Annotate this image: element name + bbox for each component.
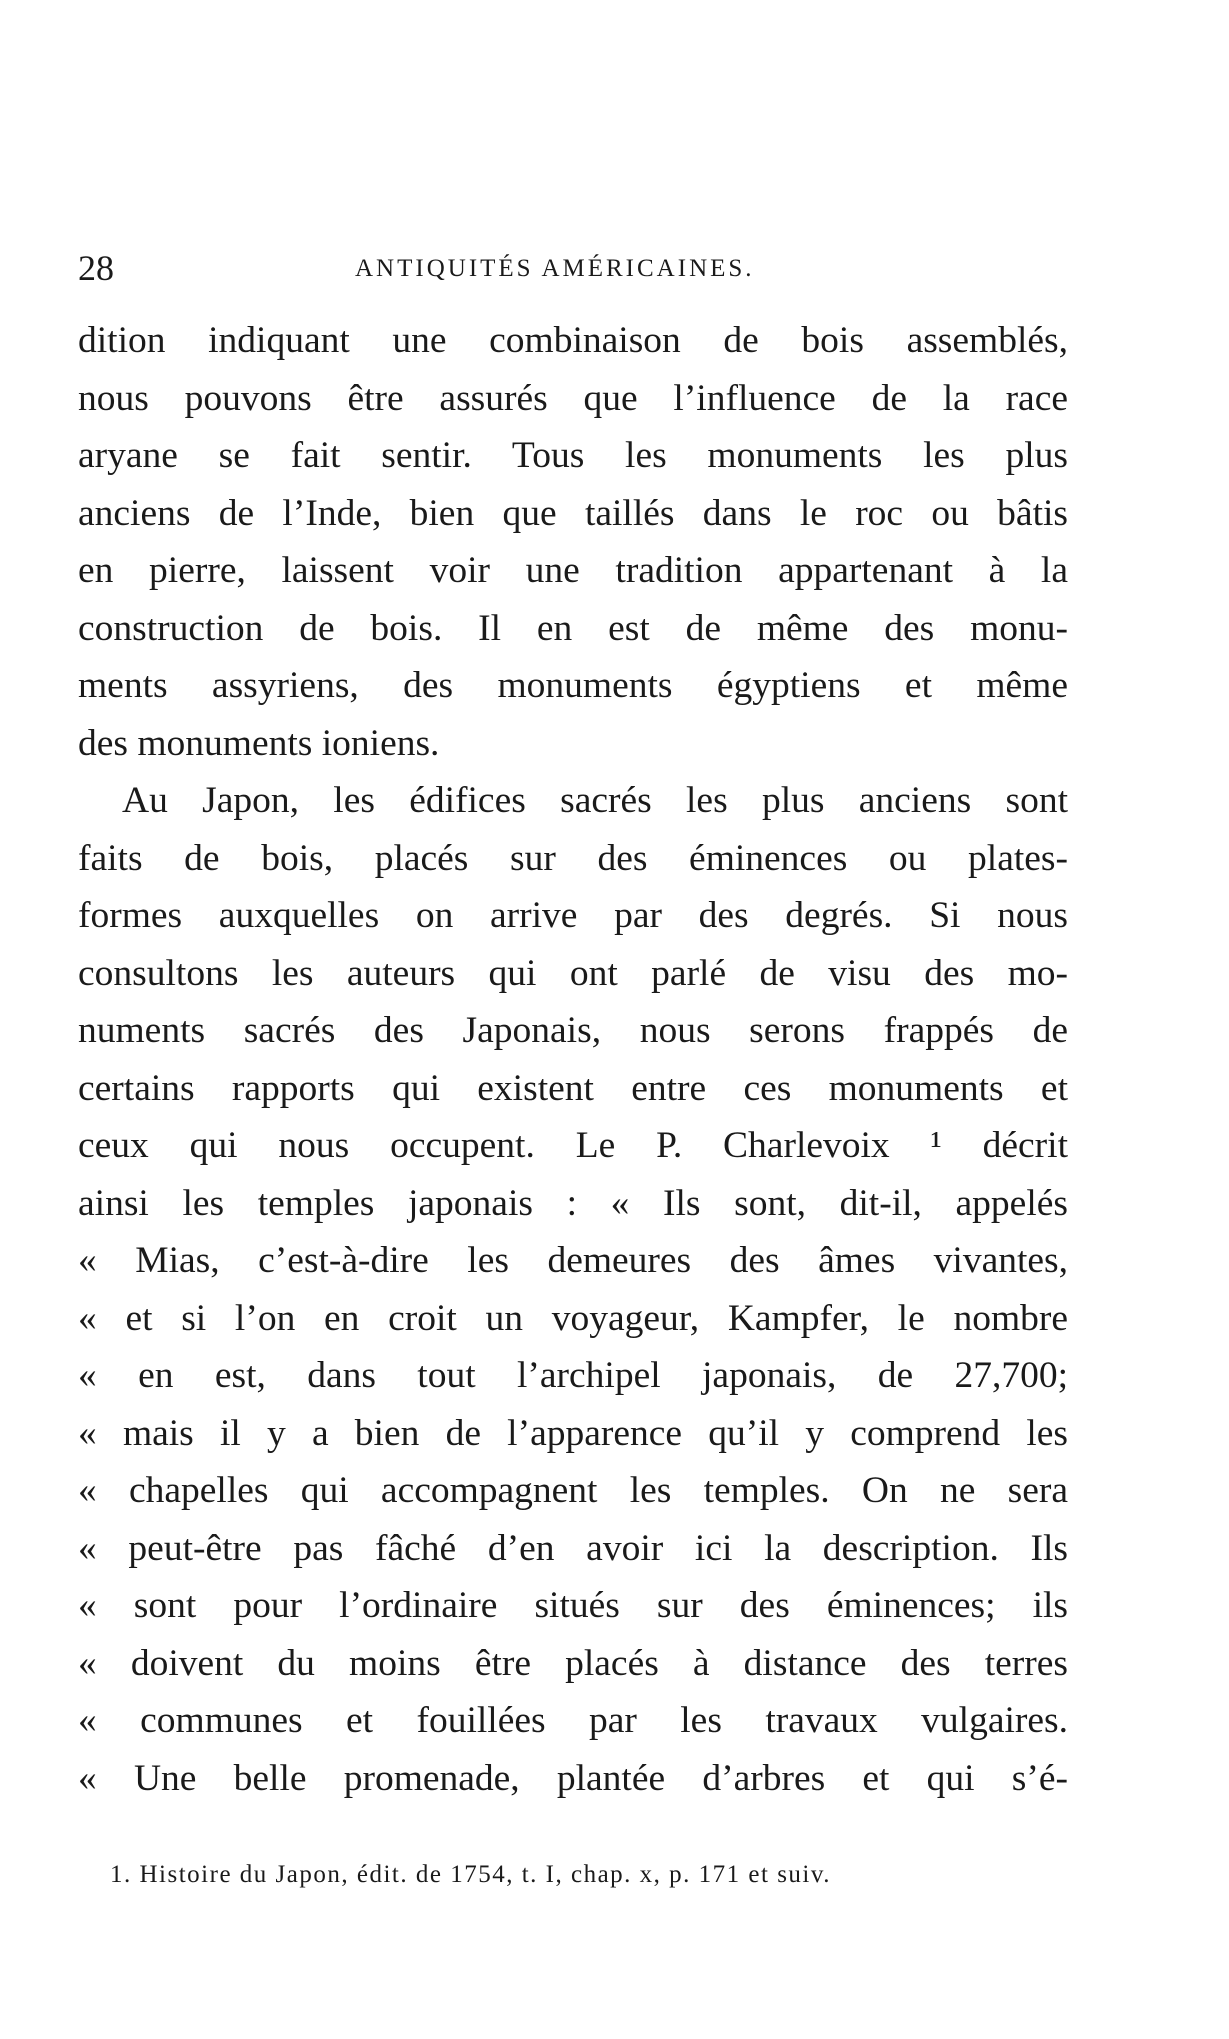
text-line: construction de bois. Il en est de même des monu- <box>78 607 1068 649</box>
text-line: « doivent du moins être placés à distance des terres <box>78 1642 1068 1684</box>
running-head <box>78 248 1078 288</box>
text-line: « peut-être pas fâché d’en avoir ici la description. Ils <box>78 1527 1068 1569</box>
text-line: faits de bois, placés sur des éminences ou plates- <box>78 837 1068 879</box>
text-line: aryane se fait sentir. Tous les monuments les plus <box>78 435 1068 476</box>
body-text <box>78 312 1068 1807</box>
text-line: « sont pour l’ordinaire situés sur des éminences; ils <box>78 1585 1068 1626</box>
text-line: anciens de l’Inde, bien que taillés dans le roc ou bâtis <box>78 492 1068 534</box>
text-line: « et si l’on en croit un voyageur, Kampfer, le nombre <box>78 1297 1068 1339</box>
text-line: certains rapports qui existent entre ces monuments et <box>78 1067 1068 1109</box>
text-line: numents sacrés des Japonais, nous serons frappés de <box>78 1010 1068 1051</box>
text-line: « Une belle promenade, plantée d’arbres et qui s’é- <box>78 1757 1068 1799</box>
text-line: « communes et fouillées par les travaux vulgaires. <box>78 1700 1068 1741</box>
text-line: consultons les auteurs qui ont parlé de visu des mo- <box>78 952 1068 994</box>
text-line: « Mias, c’est-à-dire les demeures des âmes vivantes, <box>78 1240 1068 1281</box>
text-line: Au Japon, les édifices sacrés les plus anciens sont <box>122 780 1068 821</box>
text-line: formes auxquelles on arrive par des degrés. Si nous <box>78 895 1068 936</box>
text-line: « mais il y a bien de l’apparence qu’il y comprend les <box>78 1412 1068 1454</box>
text-line: « en est, dans tout l’archipel japonais, de 27,700; <box>78 1355 1068 1396</box>
text-line: en pierre, laissent voir une tradition appartenant à la <box>78 550 1068 591</box>
text-line: nous pouvons être assurés que l’influence de la race <box>78 377 1068 419</box>
text-line: dition indiquant une combinaison de bois assemblés, <box>78 320 1068 361</box>
text-line: ceux qui nous occupent. Le P. Charlevoix ¹ décrit <box>78 1125 1068 1166</box>
text-line: « chapelles qui accompagnent les temples. On ne sera <box>78 1470 1068 1511</box>
text-line: ments assyriens, des monuments égyptiens et même <box>78 665 1068 706</box>
running-title: ANTIQUITÉS AMÉRICAINES. <box>355 255 755 282</box>
footnote: 1. Histoire du Japon, édit. de 1754, t. I, chap. x, p. 171 et suiv. <box>110 1861 832 1888</box>
text-line: des monuments ioniens. <box>78 722 440 764</box>
text-line: ainsi les temples japonais : « Ils sont, dit-il, appelés <box>78 1182 1068 1224</box>
page-number: 28 <box>78 248 114 288</box>
